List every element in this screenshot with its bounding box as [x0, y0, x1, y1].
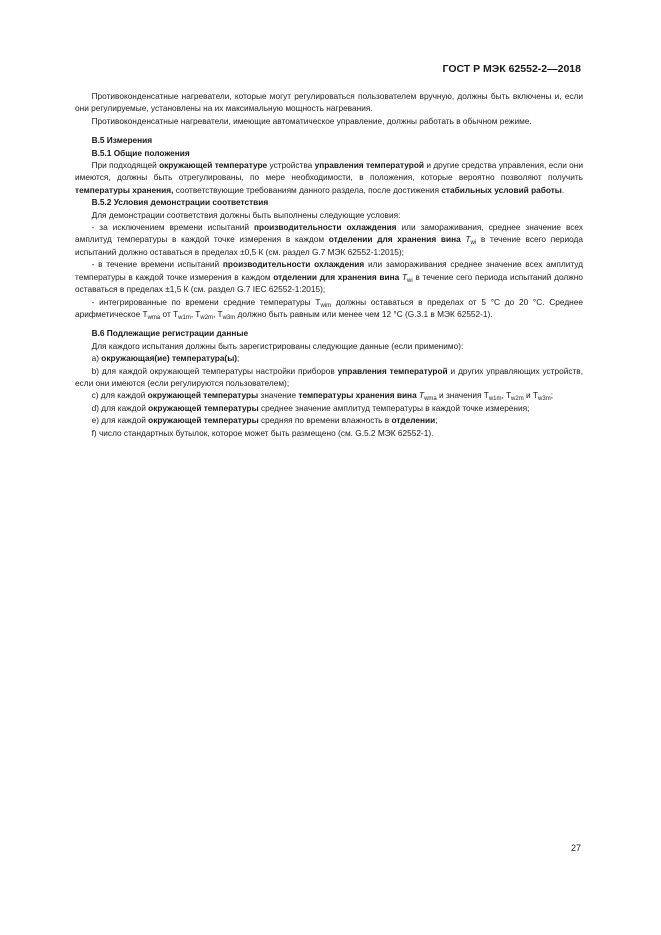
paragraph: Противоконденсатные нагреватели, имеющие автоматическое управление, должны работать в обычном режиме.: [91, 115, 532, 126]
list-item: - интегрированные по времени средние температуры $T_{wim}$ должны оставаться в пределах от 5 °С до 20 °С. Среднее арифметическое $T_{wma}$ от $T_{w1m}$, $T_{w2m}$, $T_{w3m}$ должно быть равным или менее чем 12 °С (G.3.1 в МЭК 62552-1).: [75, 296, 583, 321]
section-heading: В.6 Подлежащие регистрации данные: [91, 328, 249, 339]
page-number: 27: [570, 843, 581, 853]
subsection-heading: В.5.1 Общие положения: [91, 147, 190, 158]
paragraph: При подходящей окружающей температуре устройства управления температурой и другие средства управления, если они имеются, должны быть отрегулированы, по мере необходимости, в положения, которые вероятно позволяют получить температуры хранения, соответствующие требованиям данного раздела, после достижения стабильных условий работы.: [75, 160, 584, 195]
paragraph: Противоконденсатные нагреватели, которые могут регулироваться пользователем вручную, должны быть включены и, если они регулируемые, установлены на их максимальную мощность нагревания.: [75, 91, 583, 114]
list-item: f) число стандартных бутылок, которое может быть размещено (см. G.5.2 МЭК 62552-1).: [91, 427, 434, 438]
list-item: c) для каждой окружающей температуры значение температуры хранения вина $T_{wma}$ и значения $T_{w1m}$, $T_{w2m}$ и $T_{w3m}$;: [91, 390, 554, 403]
list-item: b) для каждой окружающей температуры настройки приборов управления температурой и других управляющих устройств, если они имеются (если регулируются пользователем);: [75, 365, 584, 388]
paragraph: Для каждого испытания должны быть зарегистрированы следующие данные (если применимо):: [91, 340, 464, 351]
document-body: [75, 90, 583, 439]
list-item: e) для каждой окружающей температуры средняя по времени влажность в отделении;: [91, 415, 438, 426]
list-item: - за исключением времени испытаний производительности охлаждения или замораживания, среднее значение всех амплитуд температуры в каждой точке измерения в каждом отделении для хранения вина $T_{wi}$ в течение всего периода испытаний должно оставаться в пределах ±0,5 К (см. раздел G.7 МЭК 62552-1:2015);: [75, 222, 583, 257]
list-item: a) окружающая(ие) температура(ы);: [91, 353, 240, 364]
list-item: d) для каждой окружающей температуры среднее значение амплитуд температуры в каждой точке измерения;: [91, 402, 530, 413]
paragraph: Для демонстрации соответствия должны быть выполнены следующие условия:: [91, 209, 401, 220]
document-header: ГОСТ Р МЭК 62552-2—2018: [442, 63, 581, 75]
section-heading: В.5 Измерения: [91, 135, 153, 146]
list-item: - в течение времени испытаний производительности охлаждения или замораживания среднее значение всех амплитуд температуры в каждой точке измерения в каждом отделении для хранения вина $T_{wi}$ в течение сего периода испытаний должно оставаться в пределах ±1,5 К (см. раздел G.7 IEC 62552-1:2015);: [75, 259, 583, 295]
subsection-heading: В.5.2 Условия демонстрации соответствия: [91, 197, 269, 208]
